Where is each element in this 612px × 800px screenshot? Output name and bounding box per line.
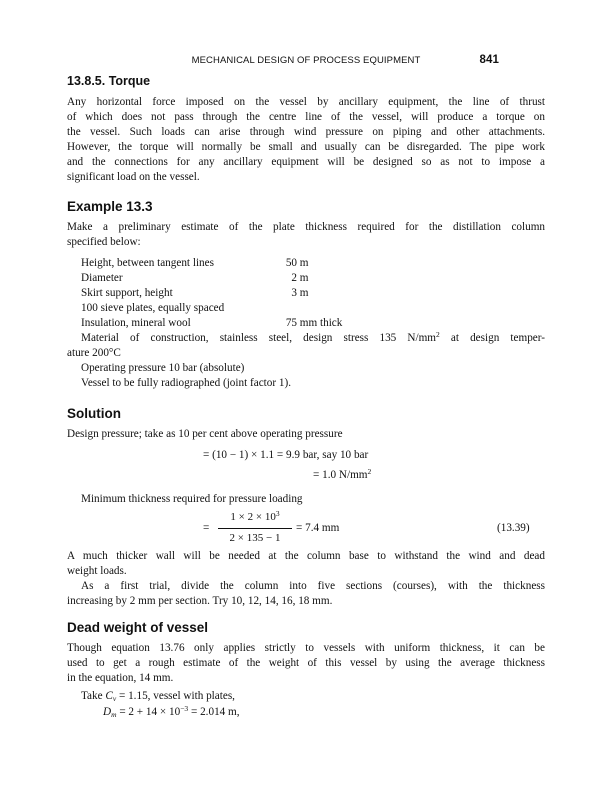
spec-row-plates — [81, 301, 224, 316]
running-head-title: MECHANICAL DESIGN OF PROCESS EQUIPMENT — [191, 55, 421, 66]
fraction-denominator: 2 × 135 − 1 — [229, 532, 281, 544]
thicker-wall-paragraph — [67, 549, 545, 579]
spec-unit: m — [299, 272, 309, 284]
variable-d: D — [103, 706, 112, 718]
text-line: specified below: — [67, 236, 141, 248]
equation-number: (13.39) — [497, 522, 530, 534]
page-number: 841 — [479, 54, 499, 66]
superscript: −3 — [180, 704, 189, 713]
solution-heading: Solution — [67, 406, 121, 421]
spec-label: Insulation, mineral wool — [81, 317, 191, 329]
text-line: A much thicker wall will be needed at the column base to withstand the wind and dead — [67, 550, 545, 562]
text-line — [67, 331, 545, 346]
equation-design-pressure: = (10 − 1) × 1.1 = 9.9 bar, say 10 bar — [203, 449, 369, 461]
spec-row-skirt — [81, 286, 309, 301]
spec-label: Diameter — [81, 272, 123, 284]
equation-text: = 1.0 N/mm — [313, 469, 368, 481]
spec-value: 75 — [285, 317, 297, 329]
subscript: m — [111, 710, 117, 719]
material-paragraph — [67, 331, 545, 361]
spec-value: 50 — [285, 257, 297, 269]
text-line: ature 200°C — [67, 347, 121, 359]
spec-label: Skirt support, height — [81, 287, 173, 299]
spec-unit: m — [299, 257, 309, 269]
text-line: the vessel. Such loads can arise through wind pressure on piping and other attachments. — [67, 126, 545, 138]
example-heading: Example 13.3 — [67, 199, 153, 214]
material-text: Material of construction, stainless steel, design stress 135 N/mm — [81, 332, 436, 344]
torque-paragraph — [67, 95, 545, 185]
dm-text: = 2 + 14 × 10 — [116, 706, 181, 718]
spec-value: 2 — [291, 272, 297, 284]
spec-unit: mm thick — [299, 317, 343, 329]
variable-c: C — [105, 690, 113, 702]
material-text-end: at design temper- — [439, 332, 545, 344]
text-line: Any horizontal force imposed on the vessel by ancillary equipment, the line of thrust — [67, 96, 545, 108]
equation-stress — [313, 468, 371, 483]
text-line: Make a preliminary estimate of the plate thickness required for the distillation column — [67, 221, 545, 233]
text-line: weight loads. — [67, 565, 127, 577]
text-line: of which does not pass through the centre line of the vessel, will produce a torque on — [67, 111, 545, 123]
take-prefix: Take — [81, 690, 106, 702]
equation-equals: = — [203, 522, 210, 534]
dead-weight-heading: Dead weight of vessel — [67, 620, 209, 635]
spec-row-diameter — [81, 271, 309, 286]
spec-unit: m — [299, 287, 309, 299]
superscript: 2 — [367, 467, 372, 476]
fraction-bar — [218, 528, 292, 529]
superscript: 3 — [275, 509, 280, 518]
min-thickness-text: Minimum thickness required for pressure loading — [81, 493, 303, 505]
dm-text-end: = 2.014 m, — [188, 706, 240, 718]
subscript: v — [112, 694, 117, 703]
text-line: in the equation, 14 mm. — [67, 672, 174, 684]
text-line: increasing by 2 mm per section. Try 10, 12, 14, 16, 18 mm. — [67, 595, 333, 607]
design-pressure-text: Design pressure; take as 10 per cent above operating pressure — [67, 428, 343, 440]
superscript: 2 — [436, 330, 440, 339]
spec-row-height — [81, 256, 309, 271]
dm-line — [103, 705, 240, 720]
radiography-note: Vessel to be fully radiographed (joint factor 1). — [81, 377, 292, 389]
spec-row-insulation — [81, 316, 342, 331]
section-heading-torque: 13.8.5. Torque — [67, 74, 151, 88]
take-cv-line — [81, 689, 235, 704]
spec-label: Height, between tangent lines — [81, 257, 214, 269]
text-line: As a first trial, divide the column into five sections (courses), with the thickness — [81, 580, 545, 592]
text-line: However, the torque will normally be small and usually can be disregarded. The pipe work — [67, 141, 545, 153]
numerator-text: 1 × 2 × 10 — [230, 511, 276, 523]
dead-weight-paragraph — [67, 641, 545, 686]
fraction-numerator — [215, 511, 295, 523]
first-trial-paragraph — [67, 579, 545, 609]
equation-result: = 7.4 mm — [296, 522, 340, 534]
take-rest: = 1.15, vessel with plates, — [116, 690, 235, 702]
text-line: Though equation 13.76 only applies strictly to vessels with uniform thickness, it can be — [67, 642, 545, 654]
operating-pressure: Operating pressure 10 bar (absolute) — [81, 362, 245, 374]
spec-value: 3 — [291, 287, 297, 299]
example-intro — [67, 220, 545, 250]
spec-label: 100 sieve plates, equally spaced — [81, 302, 225, 314]
text-line: significant load on the vessel. — [67, 171, 200, 183]
text-line: used to get a rough estimate of the weight of this vessel by using the average thickness — [67, 657, 545, 669]
text-line: and the connections for any ancillary equipment will be designed so as not to impose a — [67, 156, 545, 168]
